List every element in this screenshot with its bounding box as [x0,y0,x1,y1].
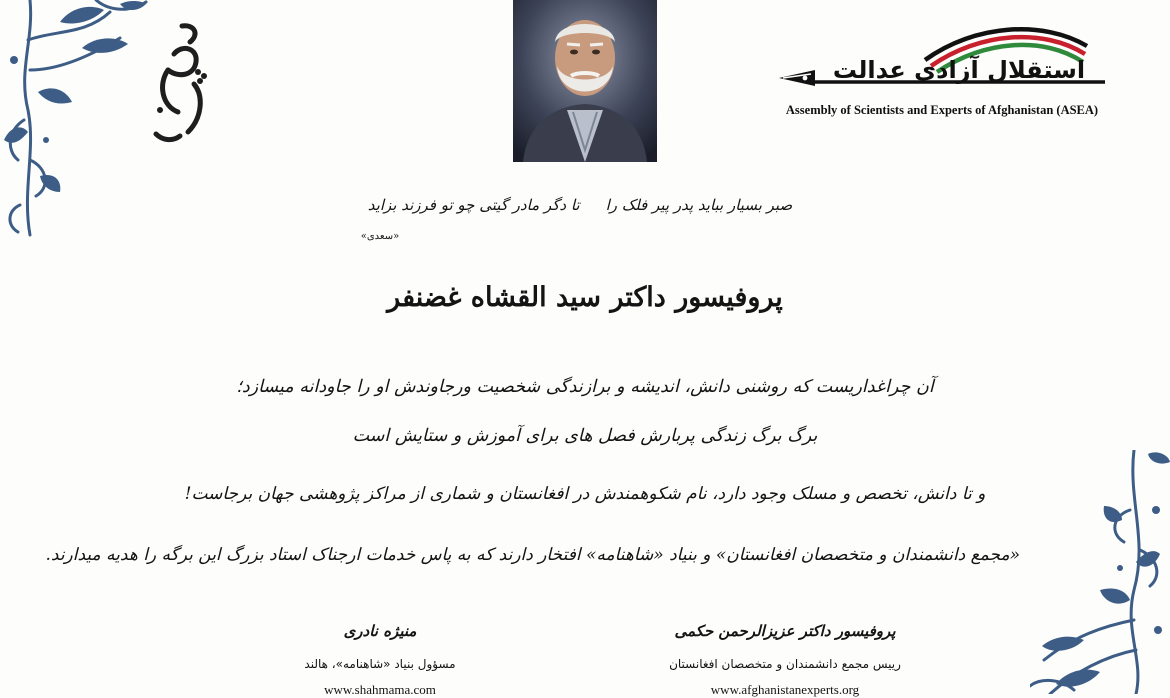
signatory-left-website: www.shahmama.com [324,682,436,697]
corner-ornament-top-left [0,0,150,240]
honoree-name: پروفیسور داکتر سید القشاه غضنفر [387,282,783,313]
verse-author: «سعدی» [360,231,400,242]
logo-caption: Assembly of Scientists and Experts of Afghanistan (ASEA) [785,103,1099,117]
shahnama-calligraphy-logo [138,14,218,154]
corner-ornament-bottom-right [1030,450,1170,694]
pen-nib-icon [779,70,815,86]
signatory-right-website: www.afghanistanexperts.org [710,682,860,697]
verse-hemistich-2: تا دگر مادر گیتی چو تو فرزند بزاید [367,196,580,214]
tribute-line-4: «مجمع دانشمندان و متخصصان افغانستان» و بنیاد «شاهنامه» افتخار دارند که به پاس خدمات ارجناک استاد بزرگ این برگه را هدیه میدارند. [45,545,1020,565]
signatory-right-name: پروفیسور داکتر عزیزالرحمن حکمی [674,622,896,640]
honoree-portrait [513,0,657,162]
verse-line [300,196,860,214]
signatory-left-role: مسؤول بنیاد «شاهنامه»، هالند [304,657,456,671]
signatory-left-name: منیژه نادری [343,622,417,640]
tribute-line-3: و تا دانش، تخصص و مسلک وجود دارد، نام شکوهمندش در افغانستان و شماری از مراکز پژوهشی جهان برجاست! [184,484,986,504]
logo-wordmark: استقلال آزادی عدالت [832,56,1086,84]
signatory-right-role: رییس مجمع دانشمندان و متخصصان افغانستان [669,657,901,671]
tribute-line-1: آن چراغداریست که روشنی دانش، اندیشه و برازندگی شخصیت ورجاوندش او را جاودانه میسازد؛ [236,377,934,397]
tribute-line-2: برگ برگ زندگی پربارش فصل های برای آموزش و ستایش است [352,426,818,446]
verse-hemistich-1: صبر بسیار بباید پدر پیر فلک را [605,196,793,214]
